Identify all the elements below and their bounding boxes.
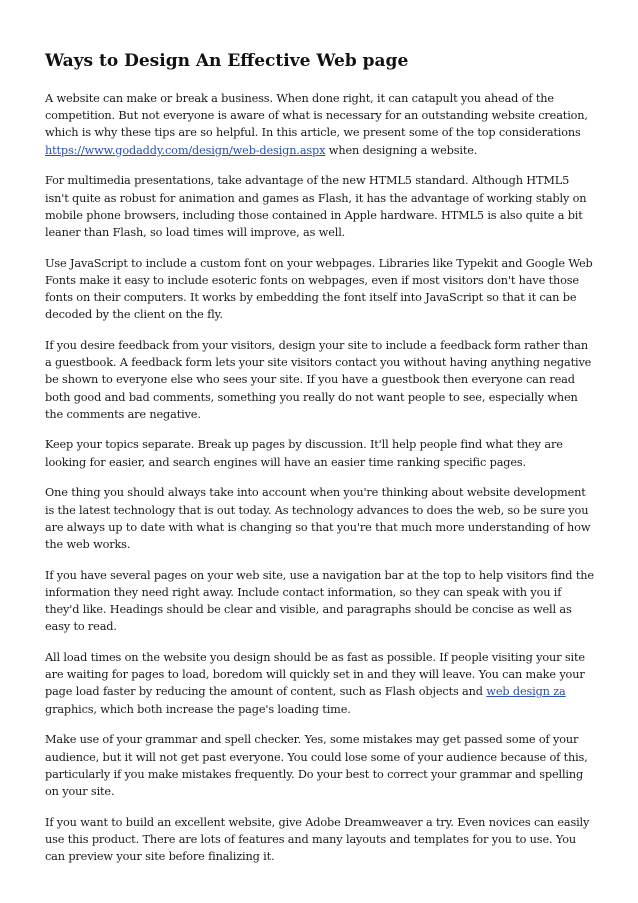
page-title: Ways to Design An Effective Web page: [45, 51, 409, 71]
paragraph-text: graphics, which both increase the page's loading time.: [45, 702, 351, 716]
paragraph-dreamweaver: If you want to build an excellent website, give Adobe Dreamweaver a try. Even novices can easily use this product. There are lots of features and many layouts and templates for you to use. You can preview your site before finalizing it.: [45, 815, 590, 864]
paragraph-load-times: [45, 649, 594, 718]
godaddy-link[interactable]: https://www.godaddy.com/design/web-design.aspx: [45, 143, 326, 157]
paragraph-grammar: Make use of your grammar and spell checker. Yes, some mistakes may get passed some of your audience, but it will not get past everyone. You could lose some of your audience because of this, particularly if you make mistakes frequently. Do your best to correct your grammar and spelling on your site.: [45, 733, 588, 798]
paragraph-html5: For multimedia presentations, take advantage of the new HTML5 standard. Although HTML5 isn't quite as robust for animation and games as Flash, it has the advantage of working stably on mobile phone browsers, including those contained in Apple hardware. HTML5 is also quite a bit leaner than Flash, so load times will improve, as well.: [45, 174, 587, 239]
paragraph-text: All load times on the website you design should be as fast as possible. If people visiting your site are waiting for pages to load, boredom will quickly set in and they will leave. You can make your page load faster by reducing the amount of content, such as Flash objects and: [45, 650, 585, 699]
paragraph-text: when designing a website.: [325, 143, 478, 157]
paragraph-text: A website can make or break a business. When done right, it can catapult you ahead of the competition. But not everyone is aware of what is necessary for an outstanding website creation, which is why these tips are so helpful. In this article, we present some of the top considerations: [45, 92, 588, 140]
paragraph-intro: [45, 90, 594, 159]
paragraph-javascript-fonts: Use JavaScript to include a custom font on your webpages. Libraries like Typekit and Google Web Fonts make it easy to include esoteric fonts on webpages, even if most visitors don't have those fonts on their computers. It works by embedding the font itself into JavaScript so that it can be decoded by the client on the fly.: [45, 256, 593, 322]
web-design-za-link[interactable]: web design za: [486, 685, 566, 699]
paragraph-feedback-form: If you desire feedback from your visitors, design your site to include a feedback form rather than a guestbook. A feedback form lets your site visitors contact you without having anything negative be shown to everyone else who sees your site. If you have a guestbook then everyone can read both good and bad comments, something you really do not want people to see, especially when the comments are negative.: [45, 338, 592, 421]
paragraph-topics: Keep your topics separate. Break up pages by discussion. It'll help people find what they are looking for easier, and search engines will have an easier time ranking specific pages.: [45, 438, 563, 469]
paragraph-technology: One thing you should always take into account when you're thinking about website development is the latest technology that is out today. As technology advances to does the web, so be sure you are always up to date with what is changing so that you're that much more understanding of how the web works.: [45, 486, 591, 551]
paragraph-navigation: If you have several pages on your web site, use a navigation bar at the top to help visitors find the information they need right away. Include contact information, so they can speak with you if they'd like. Headings should be clear and visible, and paragraphs should be concise as well as easy to read.: [45, 568, 594, 634]
